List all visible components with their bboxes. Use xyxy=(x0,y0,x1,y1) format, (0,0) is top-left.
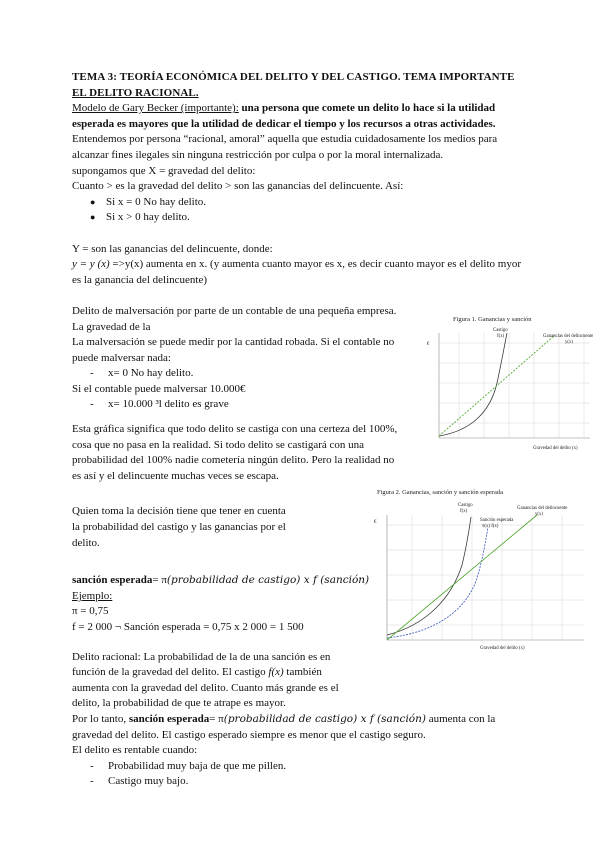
list-item: - Probabilidad muy baja de que me pillen. xyxy=(90,759,532,775)
figure-2-ganancias-sub: y(x) xyxy=(535,512,543,517)
figure-1-ganancias-line xyxy=(439,335,555,436)
decision-paragraph: Quien toma la decisión tiene que tener en cuenta la probabilidad del castigo y las ganancias por el delito. xyxy=(72,505,286,549)
title-main: TEMA 3: TEORÍA ECONÓMICA DEL DELITO Y DEL CASTIGO. TEMA IMPORTANTE xyxy=(72,71,515,83)
rational-p1: Delito racional: La probabilidad de la de una sanción es en función de la gravedad del delito. El castigo xyxy=(72,650,331,679)
gravity-line: Cuanto > es la gravedad del delito > son las ganancias del delincuente. Así: xyxy=(72,180,404,193)
list-item: - x= 10.000 ³l delito es grave xyxy=(90,397,402,413)
figure-1 xyxy=(425,313,593,453)
figure-1-y-axis: € xyxy=(427,342,430,347)
figure-1-x-label: Gravedad del delito (x) xyxy=(533,446,578,451)
figure-2-y-axis: € xyxy=(374,520,377,525)
figure-2-esperada-curve xyxy=(387,527,488,638)
figure-2-ganancias-line xyxy=(387,515,537,640)
rational-p2-formula: (probabilidad de castigo) x f (sanción) xyxy=(223,712,426,725)
malversacion-p1: Delito de malversación por parte de un contable de una pequeña empresa. La gravedad de la xyxy=(72,304,397,333)
figure-1-castigo-sub: f(x) xyxy=(497,334,505,339)
rational-p2 xyxy=(72,712,532,743)
figure-1-title: Figura 1. Ganancias y sanción xyxy=(453,316,532,323)
figure-2-ganancias-label: Ganancias del delincuente xyxy=(517,506,568,511)
rational-p2-label: sanción esperada xyxy=(128,712,210,725)
rational-p2a: Por lo tanto, xyxy=(72,712,129,725)
rational-section xyxy=(72,650,357,712)
rational-p1b: también aumenta con la gravedad del delito. Cuanto más grande es el delito, la probabilidad de que te atrape es mayor. xyxy=(72,666,339,710)
malversacion-p3: Si el contable puede malversar 10.000€ xyxy=(72,382,246,395)
model-label: Modelo de Gary Becker (importante): xyxy=(72,102,239,115)
example-calc: f = 2 000 ¬ Sanción esperada = 0,75 x 2 000 = 1 500 xyxy=(72,621,304,633)
expected-eq: = π xyxy=(152,574,167,587)
malversacion-p2: La malversación se puede medir por la cantidad robada. Si el contable no puede malversar nada: xyxy=(72,336,395,364)
rational-definition: Entendemos por persona “racional, amoral” aquella que estudia cuidadosamente los medios para alcanzar fines ilegales sin ninguna restricción por culpa o por la moral internalizada. xyxy=(72,133,498,161)
rentable-list xyxy=(72,759,532,790)
malversacion-section xyxy=(72,304,402,485)
figure-2-esperada-label: Sanción esperada xyxy=(480,518,514,523)
suppose-x: supongamos que X = gravedad del delito: xyxy=(72,164,256,177)
rational-p3: El delito es rentable cuando: xyxy=(72,744,198,757)
becker-model xyxy=(72,101,532,132)
y-formula xyxy=(72,257,532,288)
list-item: ● Si x = 0 No hay delito. xyxy=(90,195,532,211)
y-formula-rest: =>y(x) aumenta en x. (y aumenta cuanto mayor es x, es decir cuanto mayor es el delito myor es la ganancia del delincuente) xyxy=(72,258,521,286)
figure-2-castigo-curve xyxy=(387,517,471,635)
y-formula-italic: y = y (x) xyxy=(72,258,110,271)
document-title xyxy=(72,70,532,101)
figure-2-castigo-sub: f(x) xyxy=(460,509,468,514)
expected-formula-text: (probabilidad de castigo) x f (sanción) xyxy=(166,574,370,587)
decision-section xyxy=(72,504,292,551)
y-definition: Y = son las ganancias del delincuente, donde: xyxy=(72,242,273,255)
figure-2-grid xyxy=(387,515,584,640)
list-item: - Castigo muy bajo. xyxy=(90,774,532,790)
rational-fx: f(x) xyxy=(268,666,284,679)
figure-1-ganancias-label: Ganancias del delincuente xyxy=(543,334,593,339)
figure-1-ganancias-sub: y(x) xyxy=(565,340,573,345)
list-item: - x= 0 No hay delito. xyxy=(90,366,402,382)
figure-2-castigo-label: Castigo xyxy=(458,503,473,508)
certeza-paragraph: Esta gráfica significa que todo delito se castiga con una certeza del 100%, cosa que no pasa en la realidad. Si todo delito se castigará con una probabilidad del 100% nadie cometería ningún delito. Pero la realidad no es así y el delincuente muchas veces se escapa. xyxy=(72,423,398,482)
example-label: Ejemplo: xyxy=(72,589,113,602)
figure-1-castigo-label: Castigo xyxy=(493,328,508,333)
gravity-bullets xyxy=(72,195,532,226)
rational-p2-rest: aumenta con la gravedad del delito. El castigo esperado siempre es menor que el castigo seguro. xyxy=(72,712,496,741)
figure-2 xyxy=(372,485,587,652)
figure-2-esperada-sub: π(x) f(x) xyxy=(482,524,499,529)
figure-2-title: Figura 2. Ganancias, sanción y sanción esperada xyxy=(377,489,503,496)
rational-p2-eq: = π xyxy=(209,712,224,725)
model-text: una persona que comete un delito lo hace si la utilidad esperada es mayores que la utilidad de dedicar el tiempo y los recursos a otras actividades. xyxy=(72,102,496,130)
figure-2-x-label: Gravedad del delito (x) xyxy=(480,646,525,651)
expected-label: sanción esperada xyxy=(72,574,153,587)
figure-1-grid xyxy=(439,333,590,438)
list-item: ● Si x > 0 hay delito. xyxy=(90,210,532,226)
figure-1-castigo-curve xyxy=(439,333,507,436)
title-underlined: EL DELITO RACIONAL. xyxy=(72,86,199,99)
example-pi: π = 0,75 xyxy=(72,605,109,618)
